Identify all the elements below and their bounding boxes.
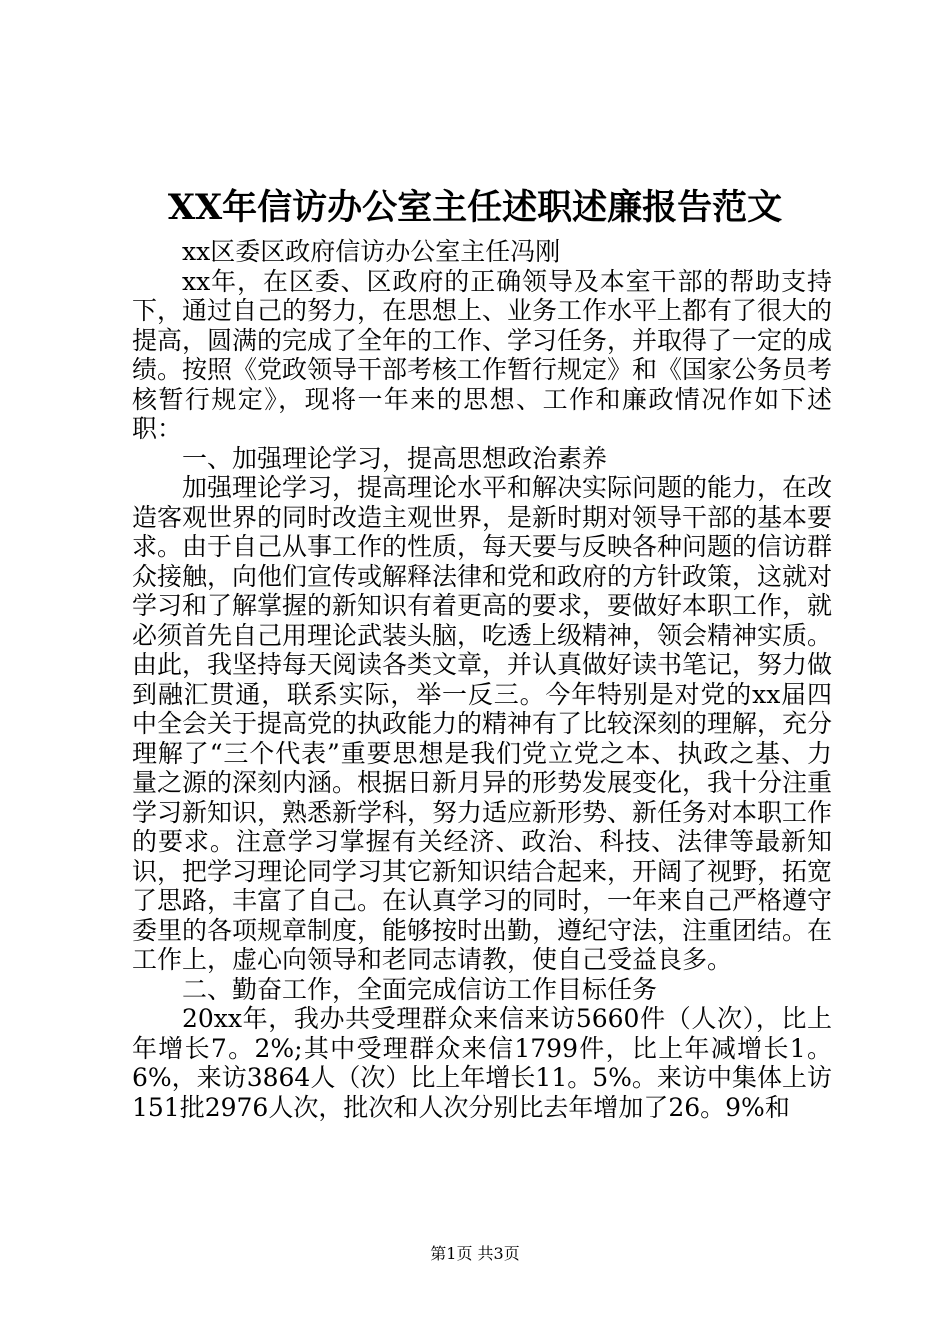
paragraph-section-2: 20xx年，我办共受理群众来信来访5660件（人次），比上年增长7。2%;其中受理群众来信1799件，比上年减增长1。6%，来访3864人（次）比上年增长11。5%。来访中集体上访151批2976人次，批次和人次分别比去年增加了26。9%和	[132, 1004, 832, 1122]
page-footer: 第1页 共3页	[430, 1244, 520, 1263]
paragraph-section-1: 加强理论学习，提高理论水平和解决实际问题的能力，在改造客观世界的同时改造主观世界，是新时期对领导干部的基本要求。由于自己从事工作的性质，每天要与反映各种问题的信访群众接触，向他们宣传或解释法律和党和政府的方针政策，这就对学习和了解掌握的新知识有着更高的要求，要做好本职工作，就必须首先自己用理论武装头脑，吃透上级精神，领会精神实质。由此，我坚持每天阅读各类文章，并认真做好读书笔记，努力做到融汇贯通，联系实际，举一反三。今年特别是对党的xx届四中全会关于提高党的执政能力的精神有了比较深刻的理解，充分理解了“三个代表”重要思想是我们党立党之本、执政之基、力量之源的深刻内涵。根据日新月异的形势发展变化，我十分注重学习新知识，熟悉新学科，努力适应新形势、新任务对本职工作的要求。注意学习掌握有关经济、政治、科技、法律等最新知识，把学习理论同学习其它新知识结合起来，开阔了视野，拓宽了思路，丰富了自己。在认真学习的同时，一年来自己严格遵守委里的各项规章制度，能够按时出勤，遵纪守法，注重团结。在工作上，虚心向领导和老同志请教，使自己受益良多。	[132, 473, 833, 974]
paragraph-intro: xx年，在区委、区政府的正确领导及本室干部的帮助支持下，通过自己的努力，在思想上、业务工作水平上都有了很大的提高，圆满的完成了全年的工作、学习任务，并取得了一定的成绩。按照《党政领导干部考核工作暂行规定》和《国家公务员考核暂行规定》，现将一年来的思想、工作和廉政情况作如下述职：	[132, 266, 833, 443]
section-heading-2: 二、勤奋工作，全面完成信访工作目标任务	[182, 974, 658, 1004]
section-heading-1: 一、加强理论学习，提高思想政治素养	[182, 443, 608, 473]
author-line: xx区委区政府信访办公室主任冯刚	[182, 237, 561, 266]
document-body	[132, 237, 832, 1122]
document-title: XX年信访办公室主任述职述廉报告范文	[167, 187, 783, 228]
